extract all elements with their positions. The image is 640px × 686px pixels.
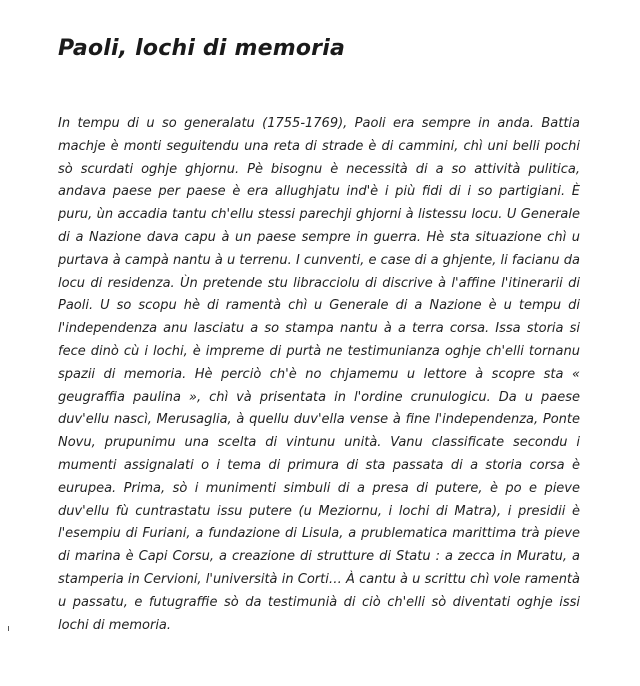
body-paragraph: In tempu di u so generalatu (1755-1769), Paoli era sempre in anda. Battia machje è monti seguitendu una reta di strade è di cammini, chì uni belli pochi sò scurdati oghje ghjornu. Pè bisognu è necessità di a so attività pulitica, andava paese per paese è era allughjatu ind'è i più fidi di i so partigiani. È puru, ùn accadia tantu ch'ellu stessi parechji ghjorni à listessu locu. U Generale di a Nazione dava capu à un paese sempre in guerra. Hè sta situazione chì u purtava à campà nantu à u terrenu. I cunventi, e case di a ghjente, li facianu da locu di residenza. Ùn pretende stu libracciolu di discrive à l'affine l'itinerarii di Paoli. U so scopu hè di ramentà chì u Generale di a Nazione è u tempu di l'independenza anu lasciatu a so stampa nantu à a terra corsa. Issa storia si fece dinò cù i lochi, è impreme di purtà ne testimunianza oghje ch'elli tornanu spazii di memoria. Hè perciò ch'è no chjamemu u lettore à scopre sta « geugraffia paulina », chì và prisentata in l'ordine crunulogicu. Da u paese duv'ellu nascì, Merusaglia, à quellu duv'ella vense à fine l'independenza, Ponte Novu, prupunimu una scelta di vintunu unità. Vanu classificate secondu i mumenti assignalati o i tema di primura di sta passata di a storia corsa è eurupea. Prima, sò i munimenti simbuli di a presa di putere, è po e pieve duv'ellu fù cuntrastatu issu putere (u Meziornu, i lochi di Matra), i presidii è l'esempiu di Furiani, a fundazione di Lisula, a prublematica marittima trà pieve di marina è Capi Corsu, a creazione di strutture di Statu : a zecca in Muratu, a stamperia in Cervioni, l'università in Corti… À cantu à u scrittu chì vole ramentà u passatu, e futugraffie sò da testimunià di ciò ch'elli sò diventati oghje issi lochi di memoria. [58, 116, 580, 633]
document-title: Paoli, lochi di memoria [58, 36, 346, 61]
margin-mark [8, 626, 9, 631]
